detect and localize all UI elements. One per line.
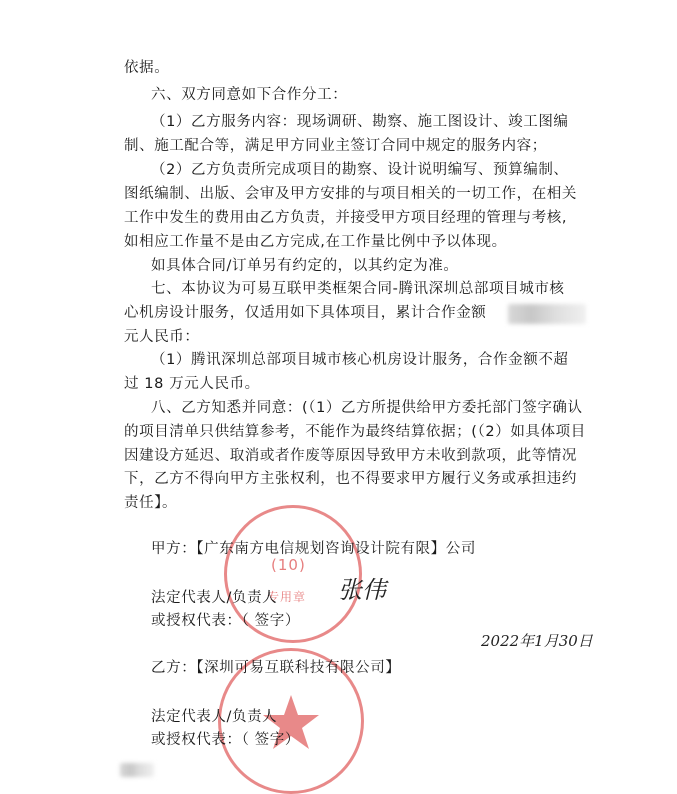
text-line: 制、施工配合等，满足甲方同业主签订合同中规定的服务内容； [124, 138, 547, 154]
party-b-label: 乙方：【深圳可易互联科技有限公司】 [151, 660, 401, 676]
party-a-label: 甲方：【广东南方电信规划咨询设计院有限】公司 [151, 541, 476, 557]
text-line: 依据。 [124, 60, 170, 76]
party-a-signature: 张伟 [338, 576, 386, 604]
text-line: （1）腾讯深圳总部项目城市核心机房设计服务，合作金额不超 [151, 352, 569, 368]
section-heading: 八、乙方知悉并同意：(（1）乙方所提供给甲方委托部门签字确认 [151, 400, 583, 416]
party-a-authorized: 或授权代表：（ 签字） [151, 613, 300, 629]
text-line: 下，乙方不得向甲方主张权利，也不得要求甲方履行义务或承担违约 [124, 471, 577, 487]
party-a-seal-bottom: 专用章 [267, 590, 307, 604]
text-line: 如具体合同/订单另有约定的，以其约定为准。 [151, 258, 459, 274]
section-heading: 六、双方同意如下合作分工： [151, 87, 348, 103]
party-b-legal-rep: 法定代表人/负责人 [151, 709, 278, 725]
text-line: 责任】。 [124, 495, 178, 511]
text-line: （1）乙方服务内容：现场调研、勘察、施工图设计、竣工图编 [151, 114, 569, 130]
text-line: 如相应工作量不是由乙方完成,在工作量比例中予以体现。 [124, 234, 507, 250]
text-line: 过 18 万元人民币。 [124, 376, 260, 392]
text-line: 元人民币： [124, 329, 200, 345]
redacted-footer [120, 763, 154, 777]
text-line: 心机房设计服务，仅适用如下具体项目，累计合作金额 [124, 305, 487, 321]
party-a-seal-center: (10) [271, 556, 306, 574]
text-line: （2）乙方负责所完成项目的勘察、设计说明编写、预算编制、 [151, 162, 569, 178]
party-b-authorized: 或授权代表：（ 签字） [151, 732, 300, 748]
redacted-amount [508, 304, 586, 324]
section-heading: 七、本协议为可易互联甲类框架合同-腾讯深圳总部项目城市核 [151, 281, 565, 297]
text-line: 的项目清单只供结算参考，不能作为最终结算依据；(（2）如具体项目 [124, 424, 586, 440]
party-a-legal-rep: 法定代表人/负责人 [151, 590, 278, 606]
text-line: 因建设方延迟、取消或者作废等原因导致甲方未收到款项，此等情况 [124, 448, 577, 464]
signing-date: 2022年1月30日 [481, 632, 593, 650]
text-line: 工作中发生的费用由乙方负责，并接受甲方项目经理的管理与考核, [124, 210, 568, 226]
text-line: 图纸编制、出版、会审及甲方安排的与项目相关的一切工作，在相关 [124, 186, 577, 202]
